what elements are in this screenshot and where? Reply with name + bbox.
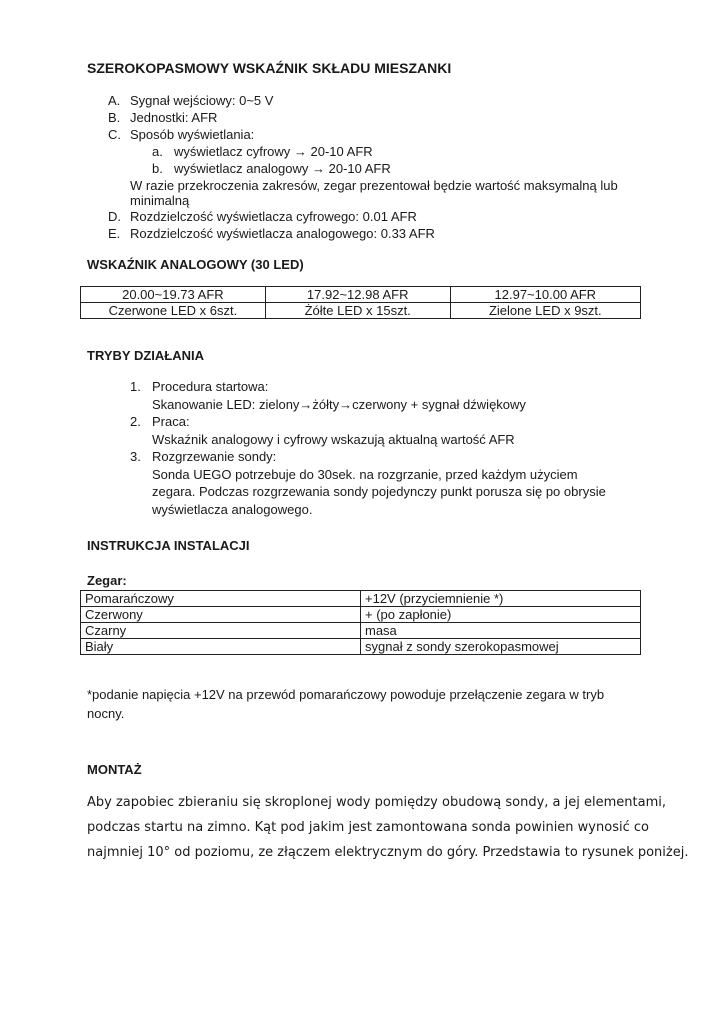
list-item: E. Rozdzielczość wyświetlacza analogowego: 0.33 AFR bbox=[108, 226, 435, 241]
table-cell: 12.97~10.00 AFR bbox=[450, 287, 640, 303]
list-item: 3. Rozgrzewanie sondy: bbox=[130, 449, 277, 464]
range-note: W razie przekroczenia zakresów, zegar prezentował będzie wartość maksymalną lub minimalną bbox=[130, 178, 618, 208]
mount-paragraph: Aby zapobiec zbieraniu się skroplonej wody pomiędzy obudową sondy, a jej elementami, podczas startu na zimno. Kąt pod jakim jest zamontowana sonda powinien wynosić co najmniej 10° od poziomu, ze złączem elektrycznym do góry. Przedstawia to rysunek poniżej. bbox=[87, 795, 689, 860]
page-title: SZEROKOPASMOWY WSKAŹNIK SKŁADU MIESZANKI bbox=[87, 60, 452, 76]
table-cell: 17.92~12.98 AFR bbox=[265, 287, 450, 303]
list-item: A. Sygnał wejściowy: 0~5 V bbox=[108, 93, 274, 108]
table-row bbox=[81, 623, 641, 639]
list-item: a. wyświetlacz cyfrowy → 20-10 AFR bbox=[152, 144, 373, 159]
table-row bbox=[81, 607, 641, 623]
wire-function: sygnał z sondy szerokopasmowej bbox=[361, 639, 641, 655]
wire-color: Czerwony bbox=[81, 607, 361, 623]
list-item: B. Jednostki: AFR bbox=[108, 110, 218, 125]
spec-list-2 bbox=[108, 208, 435, 242]
table-cell: 20.00~19.73 AFR bbox=[81, 287, 266, 303]
wire-function: + (po zapłonie) bbox=[361, 607, 641, 623]
install-heading: INSTRUKCJA INSTALACJI bbox=[87, 538, 250, 553]
led-table bbox=[80, 286, 641, 319]
table-cell: Czerwone LED x 6szt. bbox=[81, 303, 266, 319]
spec-list bbox=[108, 92, 273, 143]
table-row bbox=[81, 303, 641, 319]
wire-function: +12V (przyciemnienie *) bbox=[361, 591, 641, 607]
list-item: 2. Praca: bbox=[130, 414, 190, 429]
list-item: b. wyświetlacz analogowy → 20-10 AFR bbox=[152, 161, 391, 176]
table-cell: Zielone LED x 9szt. bbox=[450, 303, 640, 319]
wire-color: Biały bbox=[81, 639, 361, 655]
table-row bbox=[81, 639, 641, 655]
table-row bbox=[81, 591, 641, 607]
table-row bbox=[81, 287, 641, 303]
wire-color: Pomarańczowy bbox=[81, 591, 361, 607]
modes-list: 1. Procedura startowa: Skanowanie LED: zielony→żółty→czerwony + sygnał dźwiękowy 2. Praca: Wskaźnik analogowy i cyfrowy wskazują aktualną wartość AFR 3. Rozgrzewanie sondy: Sonda UEGO potrzebuje do 30sek. na rozgrzanie, przed każdym użyciem zegara. Podczas rozgrzewania sondy pojedynczy punkt porusza się po obrysie wyświetlacza analogowego. bbox=[130, 379, 606, 517]
list-item: 1. Procedura startowa: bbox=[130, 379, 269, 394]
table-cell: Żółte LED x 15szt. bbox=[265, 303, 450, 319]
footnote: *podanie napięcia +12V na przewód pomarańczowy powoduje przełączenie zegara w tryb nocny. bbox=[87, 687, 605, 721]
modes-heading: TRYBY DZIAŁANIA bbox=[87, 348, 204, 363]
list-item: D. Rozdzielczość wyświetlacza cyfrowego: 0.01 AFR bbox=[108, 209, 417, 224]
wire-color: Czarny bbox=[81, 623, 361, 639]
mount-heading: MONTAŻ bbox=[87, 762, 142, 777]
display-modes-list bbox=[152, 143, 391, 177]
analog-heading: WSKAŹNIK ANALOGOWY (30 LED) bbox=[87, 257, 304, 272]
wiring-table bbox=[80, 590, 641, 655]
gauge-label: Zegar: bbox=[87, 573, 127, 588]
wire-function: masa bbox=[361, 623, 641, 639]
list-item: C. Sposób wyświetlania: bbox=[108, 127, 255, 142]
